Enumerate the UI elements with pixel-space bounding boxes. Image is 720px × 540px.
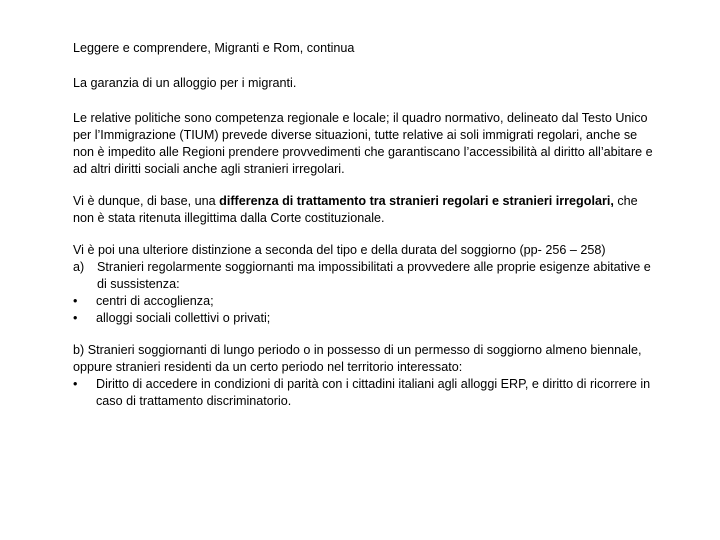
slide-content xyxy=(73,40,658,425)
bullet-icon: • xyxy=(73,311,78,325)
list-marker-a: a) xyxy=(73,260,85,274)
paragraph-difference-before: Vi è dunque, di base, una xyxy=(73,194,220,208)
paragraph-policies: Le relative politiche sono competenza regionale e locale; il quadro normativo, delineato dal Testo Unico per l’Immigrazione (TIUM) prevede diverse situazioni, tutte relative ai soli immigrati regolari, anche se non è impedito alle Regioni prendere provvedimenti che garantiscano l’accessibilità al diritto all’abitare e ad altri diritti sociali anche agli stranieri irregolari. xyxy=(73,111,653,176)
paragraph-distinction-intro: Vi è poi una ulteriore distinzione a seconda del tipo e della durata del soggiorno (pp- 256 – 258) xyxy=(73,243,606,257)
paragraph-long-term-intro: b) Stranieri soggiornanti di lungo periodo o in possesso di un permesso di soggiorno almeno biennale, oppure stranieri residenti da un certo periodo nel territorio interessato: xyxy=(73,343,642,374)
list-item xyxy=(73,310,658,327)
bullet-icon: • xyxy=(73,294,78,308)
slide-subtitle: La garanzia di un alloggio per i migranti. xyxy=(73,76,297,90)
slide-header: Leggere e comprendere, Migranti e Rom, continua xyxy=(73,41,355,55)
list-item xyxy=(73,376,658,410)
paragraph-distinction xyxy=(73,242,658,327)
paragraph-difference xyxy=(73,193,658,227)
paragraph-long-term xyxy=(73,342,658,410)
bullet-icon: • xyxy=(73,377,78,391)
list-item-text: centri di accoglienza; xyxy=(96,294,214,308)
list-item-text: Diritto di accedere in condizioni di parità con i cittadini italiani agli alloggi ERP, e diritto di ricorrere in caso di trattamento discriminatorio. xyxy=(96,377,651,408)
list-item-text: alloggi sociali collettivi o privati; xyxy=(96,311,271,325)
list-item-a-text: Stranieri regolarmente soggiornanti ma impossibilitati a provvedere alle proprie esigenze abitative e di sussistenza: xyxy=(97,260,651,291)
paragraph-difference-bold: differenza di trattamento tra stranieri regolari e stranieri irregolari, xyxy=(219,194,614,208)
list-item xyxy=(73,293,658,310)
paragraph-difference-after: che non è stata ritenuta illegittima dalla Corte costituzionale. xyxy=(73,194,638,225)
list-item-a xyxy=(73,259,658,293)
